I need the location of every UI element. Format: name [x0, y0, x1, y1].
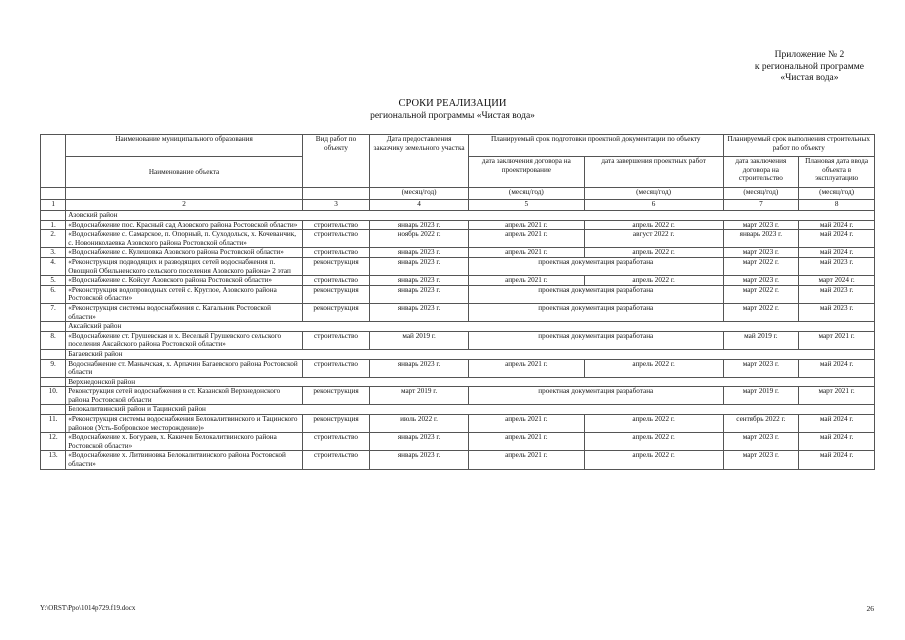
header-design-group: Планируемый срок подготовки проектной документации по объекту	[469, 135, 723, 157]
column-number: 3	[302, 200, 369, 211]
design-contract-date: апрель 2021 г.	[469, 276, 585, 286]
column-number: 5	[469, 200, 585, 211]
object-name: «Водоснабжение х. Богураев, х. Какичев Белокалитвинского района Ростовской области»	[66, 433, 303, 451]
district-name: Аксайский район	[66, 322, 875, 332]
unit-design-complete: (месяц/год)	[584, 188, 723, 200]
object-name: «Водоснабжение ст. Грушевская и х. Веселый Грушевского сельского поселения Аксайского района Ростовской области»	[66, 331, 303, 349]
district-row-blank	[41, 211, 66, 221]
row-number: 5.	[41, 276, 66, 286]
land-date: май 2019 г.	[370, 331, 469, 349]
commission-date: май 2024 г.	[799, 220, 875, 230]
table-row	[41, 248, 875, 258]
commission-date: май 2024 г.	[799, 451, 875, 469]
commission-date: май 2024 г.	[799, 248, 875, 258]
land-date: март 2019 г.	[370, 387, 469, 405]
land-date: январь 2023 г.	[370, 433, 469, 451]
column-number-row	[41, 200, 875, 211]
design-complete-date: апрель 2022 г.	[584, 276, 723, 286]
table-row	[41, 220, 875, 230]
header-municipality: Наименование муниципального образования	[66, 135, 303, 157]
title-main: СРОКИ РЕАЛИЗАЦИИ	[398, 98, 507, 109]
work-type: строительство	[302, 230, 369, 248]
schedule-table	[40, 134, 875, 470]
work-type: строительство	[302, 451, 369, 469]
commission-date: май 2024 г.	[799, 230, 875, 248]
appendix-line-1: Приложение № 2	[774, 50, 845, 60]
object-name: «Реконструкция подводящих и разводящих сетей водоснабжения п. Овощной Обильненского сельского поселения Азовского района» 2 этап	[66, 257, 303, 275]
header-build-contract: дата заключения договора на строительство	[723, 157, 799, 188]
commission-date: март 2021 г.	[799, 387, 875, 405]
work-type: строительство	[302, 220, 369, 230]
design-contract-date: апрель 2021 г.	[469, 248, 585, 258]
column-number: 1	[41, 200, 66, 211]
build-contract-date: сентябрь 2022 г.	[723, 415, 799, 433]
design-complete-date: апрель 2022 г.	[584, 415, 723, 433]
build-contract-date: март 2022 г.	[723, 303, 799, 321]
district-name: Азовский район	[66, 211, 875, 221]
design-contract-date: апрель 2021 г.	[469, 230, 585, 248]
district-row	[41, 405, 875, 415]
land-date: январь 2023 г.	[370, 359, 469, 377]
build-contract-date: март 2022 г.	[723, 257, 799, 275]
row-number: 9.	[41, 359, 66, 377]
build-contract-date: март 2023 г.	[723, 359, 799, 377]
district-row	[41, 349, 875, 359]
table-row	[41, 257, 875, 275]
design-contract-date: апрель 2021 г.	[469, 451, 585, 469]
appendix-line-3: «Чистая вода»	[780, 73, 839, 83]
object-name: «Водоснабжение пос. Красный сад Азовского района Ростовской области»	[66, 220, 303, 230]
row-number: 13.	[41, 451, 66, 469]
header-land-date: Дата предоставления заказчику земельного участка	[370, 135, 469, 188]
row-number: 4.	[41, 257, 66, 275]
object-name: «Реконструкция системы водоснабжения Белокалитвинского и Тацинского районов (Усть-Бобровское месторождение)»	[66, 415, 303, 433]
build-contract-date: март 2023 г.	[723, 451, 799, 469]
header-commission: Плановая дата ввода объекта в эксплуатацию	[799, 157, 875, 188]
table-row	[41, 415, 875, 433]
commission-date: май 2023 г.	[799, 303, 875, 321]
build-contract-date: март 2023 г.	[723, 220, 799, 230]
work-type: реконструкция	[302, 387, 369, 405]
district-row	[41, 211, 875, 221]
object-name: «Водоснабжение х. Литвиновка Белокалитвинского района Ростовской области»	[66, 451, 303, 469]
commission-date: май 2024 г.	[799, 415, 875, 433]
land-date: ноябрь 2022 г.	[370, 230, 469, 248]
column-number: 6	[584, 200, 723, 211]
design-status: проектная документация разработана	[469, 257, 723, 275]
row-number: 2.	[41, 230, 66, 248]
design-status: проектная документация разработана	[469, 387, 723, 405]
design-complete-date: апрель 2022 г.	[584, 248, 723, 258]
design-status: проектная документация разработана	[469, 303, 723, 321]
units-blank-2	[66, 188, 303, 200]
work-type: строительство	[302, 433, 369, 451]
row-number: 6.	[41, 285, 66, 303]
land-date: январь 2023 г.	[370, 257, 469, 275]
design-contract-date: апрель 2021 г.	[469, 433, 585, 451]
header-work-type: Вид работ по объекту	[302, 135, 369, 188]
object-name: «Водоснабжение с. Самарское, п. Опорный, п. Суходольск, х. Кочеванчик, с. Новониколаевка Азовского района Ростовской области»	[66, 230, 303, 248]
row-number: 10.	[41, 387, 66, 405]
design-complete-date: апрель 2022 г.	[584, 433, 723, 451]
table-row	[41, 331, 875, 349]
district-row	[41, 377, 875, 387]
land-date: июль 2022 г.	[370, 415, 469, 433]
table-row	[41, 359, 875, 377]
district-row-blank	[41, 322, 66, 332]
build-contract-date: март 2023 г.	[723, 433, 799, 451]
unit-build-contract: (месяц/год)	[723, 188, 799, 200]
work-type: строительство	[302, 359, 369, 377]
table-row	[41, 433, 875, 451]
table-row	[41, 451, 875, 469]
column-number: 4	[370, 200, 469, 211]
appendix-line-2: к региональной программе	[754, 61, 864, 72]
work-type: реконструкция	[302, 415, 369, 433]
unit-design-contract: (месяц/год)	[469, 188, 585, 200]
build-contract-date: март 2023 г.	[723, 276, 799, 286]
design-contract-date: апрель 2021 г.	[469, 415, 585, 433]
land-date: январь 2023 г.	[370, 276, 469, 286]
header-object-name: Наименование объекта	[66, 157, 303, 188]
district-name: Верхнедонской район	[66, 377, 875, 387]
land-date: январь 2023 г.	[370, 220, 469, 230]
work-type: строительство	[302, 276, 369, 286]
header-row-top	[41, 135, 875, 157]
work-type: реконструкция	[302, 285, 369, 303]
row-number: 7.	[41, 303, 66, 321]
schedule-table-body	[41, 135, 875, 470]
build-contract-date: март 2023 г.	[723, 248, 799, 258]
district-name: Белокалитвинский район и Тацинский район	[66, 405, 875, 415]
work-type: реконструкция	[302, 303, 369, 321]
document-title	[0, 98, 905, 122]
design-contract-date: апрель 2021 г.	[469, 359, 585, 377]
commission-date: март 2021 г.	[799, 331, 875, 349]
object-name: «Водоснабжение с. Койсуг Азовского района Ростовской области»	[66, 276, 303, 286]
header-cell-number-blank	[41, 135, 66, 188]
land-date: январь 2023 г.	[370, 248, 469, 258]
object-name: «Реконструкция системы водоснабжения с. Кагальник Ростовской области»	[66, 303, 303, 321]
header-build-group: Планируемый срок выполнения строительных работ по объекту	[723, 135, 875, 157]
work-type: строительство	[302, 331, 369, 349]
header-design-contract: дата заключения договора на проектирование	[469, 157, 585, 188]
design-complete-date: август 2022 г.	[584, 230, 723, 248]
row-number: 3.	[41, 248, 66, 258]
build-contract-date: март 2019 г.	[723, 387, 799, 405]
units-blank-3	[302, 188, 369, 200]
unit-commission: (месяц/год)	[799, 188, 875, 200]
header-row-units	[41, 188, 875, 200]
column-number: 8	[799, 200, 875, 211]
appendix-header	[755, 50, 864, 85]
table-row	[41, 285, 875, 303]
district-name: Багаевский район	[66, 349, 875, 359]
unit-land-date: (месяц/год)	[370, 188, 469, 200]
commission-date: май 2023 г.	[799, 285, 875, 303]
table-row	[41, 387, 875, 405]
district-row-blank	[41, 405, 66, 415]
district-row	[41, 322, 875, 332]
land-date: январь 2023 г.	[370, 451, 469, 469]
table-row	[41, 303, 875, 321]
title-sub: региональной программы «Чистая вода»	[370, 111, 535, 121]
build-contract-date: май 2019 г.	[723, 331, 799, 349]
commission-date: май 2023 г.	[799, 257, 875, 275]
commission-date: май 2024 г.	[799, 359, 875, 377]
header-design-complete: дата завершения проектных работ	[584, 157, 723, 188]
work-type: реконструкция	[302, 257, 369, 275]
table-row	[41, 230, 875, 248]
footer-file-path: Y:\ORST\Ppo\1014p729.f19.docx	[40, 604, 136, 612]
design-complete-date: апрель 2022 г.	[584, 220, 723, 230]
object-name: Водоснабжение ст. Манычская, х. Арпачин Багаевского района Ростовской области	[66, 359, 303, 377]
object-name: Реконструкция сетей водоснабжения в ст. Казанской Верхнедонского района Ростовской области	[66, 387, 303, 405]
column-number: 7	[723, 200, 799, 211]
row-number: 11.	[41, 415, 66, 433]
design-contract-date: апрель 2021 г.	[469, 220, 585, 230]
district-row-blank	[41, 377, 66, 387]
row-number: 12.	[41, 433, 66, 451]
build-contract-date: март 2022 г.	[723, 285, 799, 303]
commission-date: май 2024 г.	[799, 433, 875, 451]
design-complete-date: апрель 2022 г.	[584, 451, 723, 469]
design-status: проектная документация разработана	[469, 285, 723, 303]
work-type: строительство	[302, 248, 369, 258]
row-number: 8.	[41, 331, 66, 349]
object-name: «Водоснабжение с. Кулешовка Азовского района Ростовской области»	[66, 248, 303, 258]
column-number: 2	[66, 200, 303, 211]
design-status: проектная документация разработана	[469, 331, 723, 349]
land-date: январь 2023 г.	[370, 303, 469, 321]
design-complete-date: апрель 2022 г.	[584, 359, 723, 377]
land-date: январь 2023 г.	[370, 285, 469, 303]
page-number: 26	[866, 604, 874, 613]
district-row-blank	[41, 349, 66, 359]
object-name: «Реконструкция водопроводных сетей с. Круглое, Азовского района Ростовской области»	[66, 285, 303, 303]
build-contract-date: январь 2023 г.	[723, 230, 799, 248]
units-blank-1	[41, 188, 66, 200]
table-row	[41, 276, 875, 286]
commission-date: март 2024 г.	[799, 276, 875, 286]
row-number: 1.	[41, 220, 66, 230]
